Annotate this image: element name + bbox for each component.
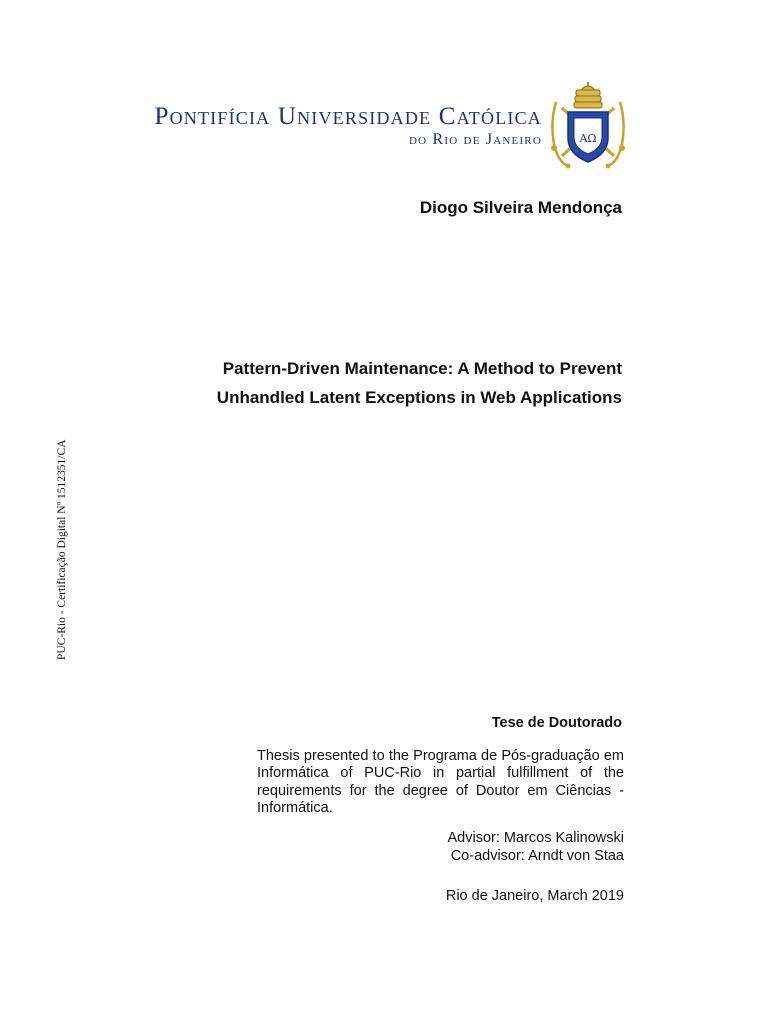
university-name-line2: do Rio de Janeiro [408,131,542,148]
university-crest-logo [548,82,628,172]
advisor: Advisor: Marcos Kalinowski [447,830,624,846]
advisors-block [448,830,624,865]
thesis-title-line2: Unhandled Latent Exceptions in Web Applications [216,388,622,407]
place-and-date: Rio de Janeiro, March 2019 [445,888,624,904]
thesis-title-line1: Pattern-Driven Maintenance: A Method to Prevent [222,359,622,378]
thesis-title [217,354,622,412]
thesis-statement: Thesis presented to the Programa de Pós-graduação em Informática of PUC-Rio in partial fulfillment of the requirements for the degree of Doutor em Ciências - Informática. [257,748,624,816]
co-advisor: Co-advisor: Arndt von Staa [450,847,624,864]
author-name: Diogo Silveira Mendonça [419,198,622,217]
university-name [154,104,542,149]
crest-alpha-omega: ΑΩ [579,132,597,145]
degree-type: Tese de Doutorado [491,715,622,731]
university-name-line1: Pontifícia Universidade Católica [154,103,542,130]
digital-certification-note: PUC-Rio - Certificação Digital Nº 1512351/CA [56,439,68,660]
